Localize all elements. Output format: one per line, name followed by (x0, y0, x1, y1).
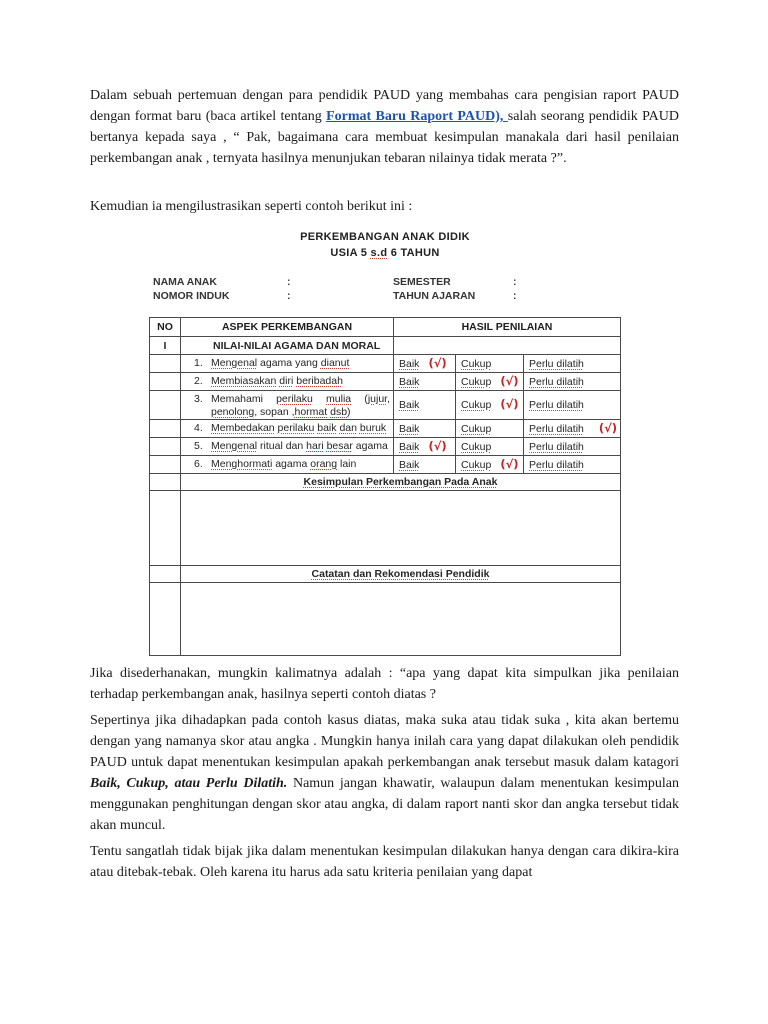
spellcheck-word: diri (279, 375, 294, 387)
assessment-row (150, 355, 620, 373)
item-number: 5. (194, 440, 203, 452)
section-number: I (150, 337, 181, 354)
item-text (211, 375, 391, 389)
meta-label-nomor-induk: NOMOR INDUK (153, 290, 230, 302)
option-cell-cukup (456, 420, 524, 437)
spellcheck-word: dianut (320, 357, 350, 369)
checkmark-icon: (√) (598, 420, 617, 435)
text-segment: Tentu sangatlah tidak bijak jika dalam menentukan kesimpulan dilakukan hanya dengan cara dikira-kira atau ditebak-tebak. Oleh karena itu harus ada satu kriteria penilaian yang dapat (90, 844, 679, 880)
option-cell-baik (394, 456, 456, 473)
assessment-row (150, 438, 620, 456)
option-cell-perlu (524, 373, 620, 390)
spellcheck-word: dsb (330, 405, 348, 418)
assessment-row (150, 456, 620, 474)
kesimpulan-header: Kesimpulan Perkembangan Pada Anak (303, 476, 498, 488)
meta-row-tahun (393, 290, 517, 303)
option-cell-cukup (456, 355, 524, 372)
item-text: Menghormati agama orang lain (211, 458, 357, 470)
spellcheck-word: hari (306, 440, 324, 452)
option-label: Perlu dilatih (529, 458, 584, 471)
item-number: 3. (194, 393, 203, 405)
item-text: Mengenal ritual dan hari besar agama (211, 440, 388, 452)
no-cell (150, 566, 181, 582)
kesimpulan-header-row (150, 474, 620, 491)
checkmark-icon: (√) (500, 456, 519, 471)
aspect-cell (181, 391, 394, 419)
catatan-header: Catatan dan Rekomendasi Pendidik (311, 568, 490, 580)
meta-label-nama-anak: NAMA ANAK (153, 276, 217, 288)
text-segment: salah seorang pendidik PAUD bertanya kepada saya , “ Pak, bagaimana cara membuat kesimpulan manakala dari hasil penilaian perkembangan anak , ternyata hasilnya menunjukan tebaran nilainya tidak merata ?”. (90, 109, 679, 166)
spellcheck-word: beribadah (296, 375, 343, 387)
kesimpulan-blank-cell (181, 491, 620, 565)
spellcheck-word: hormat (294, 405, 328, 418)
aspect-cell (181, 355, 394, 372)
option-cell-cukup (456, 456, 524, 473)
option-cell-perlu (524, 391, 620, 419)
option-label: Cukup (461, 399, 492, 411)
option-label: Perlu dilatih (529, 375, 584, 388)
catatan-empty-area (150, 583, 620, 655)
spellcheck-word: mulia (326, 393, 352, 405)
option-label: Perlu dilatih (529, 422, 584, 435)
checkmark-icon: (√) (428, 438, 447, 453)
checkmark-icon: (√) (500, 373, 519, 388)
section-empty-cell (394, 337, 620, 354)
paragraph-intro (90, 85, 679, 169)
item-text: Memahami perilaku mulia (jujur, penolong, sopan ,hormat dsb) (211, 393, 390, 418)
option-label: Perlu dilatih (529, 399, 584, 411)
assessment-row (150, 373, 620, 391)
text-segment: Kemudian ia mengilustrasikan seperti contoh berikut ini : (90, 199, 413, 214)
option-cell-perlu (524, 456, 620, 473)
item-number: 6. (194, 458, 203, 470)
option-label: Baik (399, 422, 420, 435)
spellcheck-word: penolong (211, 405, 255, 418)
spellcheck-word: perilaku (276, 393, 313, 405)
option-label: Cukup (461, 458, 492, 471)
spellcheck-word: perilaku (277, 422, 315, 434)
spellcheck-word: jujur (367, 393, 388, 405)
row-no-cell (150, 456, 181, 473)
text-segment: Baik, Cukup, atau Perlu Dilatih. (90, 776, 288, 791)
paragraph-lead-in (90, 196, 679, 217)
assessment-row (150, 420, 620, 438)
meta-row-induk (153, 290, 291, 303)
spellcheck-word: dan (339, 422, 357, 434)
option-label: Cukup (461, 440, 492, 453)
text-segment: Jika disederhanakan, mungkin kalimatnya adalah : “apa yang dapat kita simpulkan jika penilaian terhadap perkembangan anak, hasilnya seperti contoh diatas ? (90, 666, 679, 702)
item-text: Mengenal agama yang dianut (211, 357, 350, 369)
row-no-cell (150, 373, 181, 390)
spellcheck-word: Membiasakan (211, 375, 277, 387)
row-no-cell (150, 420, 181, 437)
item-number: 4. (194, 422, 203, 434)
row-no-cell (150, 438, 181, 455)
option-label: Cukup (461, 422, 492, 435)
spellcheck-word: Menghormati (211, 458, 273, 470)
checkmark-icon: (√) (500, 397, 519, 412)
paragraph-closing (90, 841, 679, 883)
table-header-row (150, 318, 620, 337)
option-cell-baik (394, 373, 456, 390)
item-text (211, 422, 391, 436)
checkmark-icon: (√) (428, 355, 447, 370)
option-cell-perlu (524, 420, 620, 437)
meta-label-tahun-ajaran: TAHUN AJARAN (393, 290, 476, 302)
option-cell-perlu (524, 438, 620, 455)
item-number: 1. (194, 357, 203, 369)
spellcheck-word: Mengenal (211, 440, 258, 452)
no-cell (150, 491, 181, 565)
header-aspek: ASPEK PERKEMBANGAN (181, 318, 394, 336)
option-cell-cukup (456, 373, 524, 390)
assessment-table (149, 317, 621, 656)
row-no-cell (150, 391, 181, 419)
option-cell-cukup (456, 391, 524, 419)
spellcheck-word: besar (326, 440, 353, 452)
header-hasil-penilaian: HASIL PENILAIAN (461, 321, 553, 333)
spellcheck-word: buruk (359, 422, 387, 434)
option-cell-baik (394, 355, 456, 372)
option-label: Baik (399, 458, 420, 471)
catatan-header-row (150, 566, 620, 583)
section-row (150, 337, 620, 355)
spellcheck-word: Membedakan (211, 422, 275, 434)
illustration-title-line2: USIA 5 s.d 6 TAHUN (330, 247, 440, 259)
aspect-cell (181, 438, 394, 455)
text-segment: Dalam sebuah pertemuan dengan para pendidik PAUD yang membahas cara pengisian raport PAUD dengan format baru (baca artikel tentang (90, 88, 679, 124)
assessment-row (150, 391, 620, 420)
option-label: Cukup (461, 357, 492, 370)
kesimpulan-empty-area (150, 491, 620, 566)
meta-colon: : (287, 290, 291, 302)
meta-colon: : (287, 276, 291, 288)
item-number: 2. (194, 375, 203, 387)
meta-colon: : (513, 290, 517, 302)
option-label: Perlu dilatih (529, 357, 584, 370)
text-segment: Sepertinya jika dihadapkan pada contoh kasus diatas, maka suka atau tidak suka , kita akan bertemu dengan yang namanya skor atau angka . Mungkin hanya inilah cara yang dapat dilakukan oleh pendidik PAUD untuk dapat menentukan kesimpulan apakah perkembangan anak tersebut masuk dalam katagori (90, 713, 679, 770)
option-label: Perlu dilatih (529, 440, 584, 453)
paragraph-simplified (90, 663, 679, 705)
illustration-title (150, 229, 620, 261)
option-label: Cukup (461, 375, 492, 388)
meta-row-semester (393, 276, 517, 289)
option-cell-baik (394, 420, 456, 437)
option-cell-perlu (524, 355, 620, 372)
header-no: NO (150, 318, 181, 336)
option-label: Baik (399, 375, 420, 388)
no-cell (150, 474, 181, 490)
meta-label-semester: SEMESTER (393, 276, 451, 288)
no-cell (150, 583, 181, 655)
text-segment: Namun jangan khawatir, walaupun dalam menentukan kesimpulan menggunakan penghitungan dengan skor atau angka, di dalam raport nanti skor dan angka tersebut tidak akan muncul. (90, 776, 679, 833)
illustration-title-line1: PERKEMBANGAN ANAK DIDIK (300, 231, 470, 243)
aspect-cell (181, 456, 394, 473)
option-cell-baik (394, 438, 456, 455)
format-baru-raport-link[interactable]: Format Baru Raport PAUD), (326, 109, 508, 124)
aspect-cell (181, 373, 394, 390)
aspect-cell (181, 420, 394, 437)
catatan-blank-cell (181, 583, 620, 655)
option-cell-cukup (456, 438, 524, 455)
option-label: Baik (399, 399, 420, 411)
option-label: Baik (399, 357, 420, 370)
meta-row-nama (153, 276, 291, 289)
spellcheck-word: Mengenal (211, 357, 258, 369)
option-cell-baik (394, 391, 456, 419)
spellcheck-word: baik (317, 422, 337, 434)
spellcheck-word: s.d (370, 247, 388, 259)
section-label: NILAI-NILAI AGAMA DAN MORAL (181, 337, 394, 354)
spellcheck-word: orang (310, 458, 338, 470)
meta-colon: : (513, 276, 517, 288)
row-no-cell (150, 355, 181, 372)
paragraph-explanation (90, 710, 679, 836)
option-label: Baik (399, 440, 420, 453)
